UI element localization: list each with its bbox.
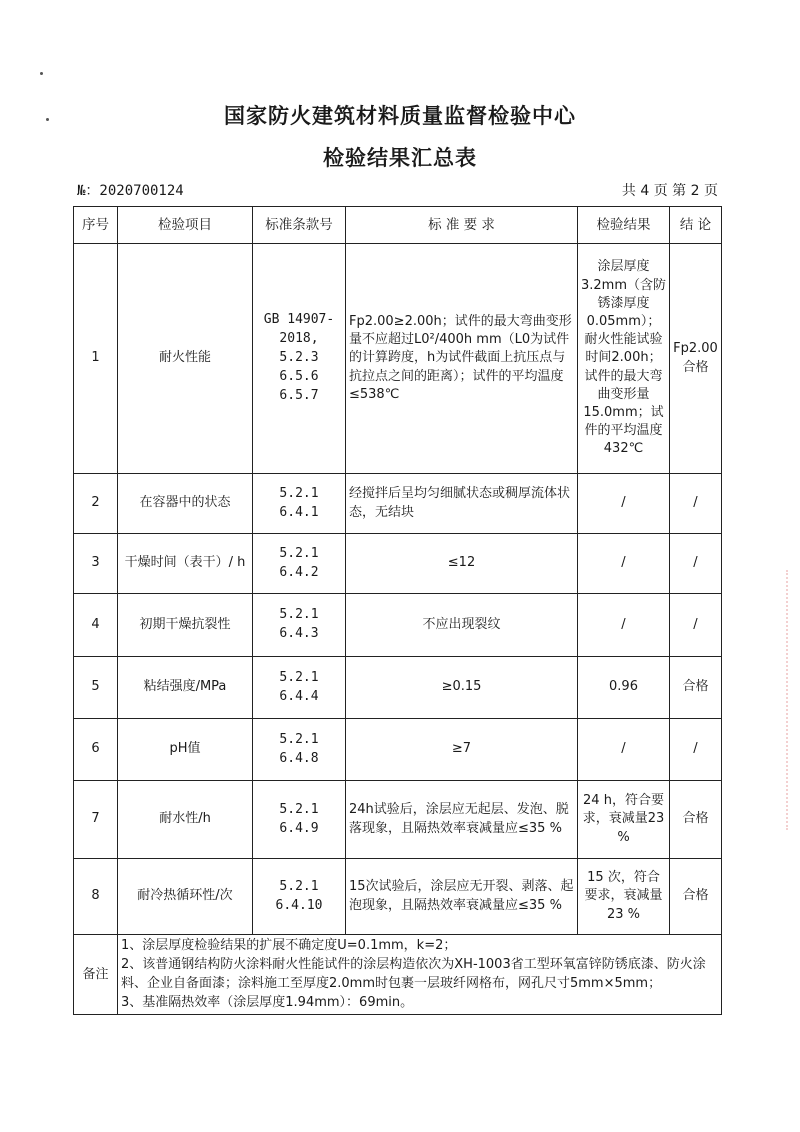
row-no: 5: [74, 657, 118, 719]
row-clause: [253, 534, 346, 594]
row-item: 耐火性能: [118, 244, 253, 474]
row-no: 1: [74, 244, 118, 474]
row-conclusion: 合格: [670, 657, 722, 719]
clause-line: 5.2.1: [279, 669, 319, 685]
clause-line: 6.4.10: [275, 897, 323, 913]
column-header-item: 检验项目: [118, 207, 253, 244]
notes-content: [118, 935, 722, 1015]
clause-line: 6.4.9: [279, 820, 319, 836]
document-title: 国家防火建筑材料质量监督检验中心: [224, 104, 576, 128]
table-row: [74, 244, 722, 474]
column-header-conclusion: 结 论: [670, 207, 722, 244]
clause-line: 6.4.2: [279, 564, 319, 580]
clause-line: 2018,: [279, 331, 319, 347]
column-header-no: 序号: [74, 207, 118, 244]
row-conclusion: 合格: [670, 781, 722, 859]
row-result: /: [578, 534, 670, 594]
row-item: 耐冷热循环性/次: [118, 859, 253, 935]
row-result: 24 h，符合要求，衰减量23 %: [578, 781, 670, 859]
row-requirement: ≤12: [346, 534, 578, 594]
table-row: [74, 474, 722, 534]
row-clause: [253, 859, 346, 935]
page-info: 共 4 页 第 2 页: [621, 183, 718, 199]
row-conclusion: /: [670, 719, 722, 781]
row-requirement: 经搅拌后呈均匀细腻状态或稠厚流体状态，无结块: [346, 474, 578, 534]
row-no: 3: [74, 534, 118, 594]
column-header-result: 检验结果: [578, 207, 670, 244]
row-result: 0.96: [578, 657, 670, 719]
row-requirement: 24h试验后，涂层应无起层、发泡、脱落现象，且隔热效率衰减量应≤35 %: [346, 781, 578, 859]
row-clause: [253, 244, 346, 474]
row-result: /: [578, 474, 670, 534]
clause-line: 6.5.6: [279, 368, 319, 384]
row-conclusion: Fp2.00 合格: [670, 244, 722, 474]
row-no: 4: [74, 594, 118, 657]
row-item: 干燥时间（表干）/ h: [118, 534, 253, 594]
clause-line: 5.2.1: [279, 731, 319, 747]
document-number: №：2020700124: [77, 183, 184, 199]
document-subtitle: 检验结果汇总表: [323, 146, 477, 170]
row-conclusion: 合格: [670, 859, 722, 935]
row-result: 涂层厚度3.2mm（含防锈漆厚度0.05mm）；耐火性能试验时间2.00h；试件的最大弯曲变形量15.0mm；试件的平均温度432℃: [578, 244, 670, 474]
row-conclusion: /: [670, 474, 722, 534]
partial-stamp-mark: [786, 570, 800, 830]
clause-line: 6.4.1: [279, 504, 319, 520]
clause-line: 5.2.3: [279, 350, 319, 366]
row-result: 15 次，符合要求，衰减量23 %: [578, 859, 670, 935]
row-no: 2: [74, 474, 118, 534]
clause-line: GB 14907-: [263, 312, 335, 328]
row-clause: [253, 719, 346, 781]
table-row: [74, 534, 722, 594]
notes-row: [74, 935, 722, 1015]
row-clause: [253, 594, 346, 657]
row-requirement: Fp2.00≥2.00h；试件的最大弯曲变形量不应超过L0²/400h mm（L0为试件的计算跨度，h为试件截面上抗压点与抗拉点之间的距离）；试件的平均温度≤538℃: [346, 244, 578, 474]
row-requirement: ≥0.15: [346, 657, 578, 719]
clause-line: 5.2.1: [279, 545, 319, 561]
column-header-requirement: 标 准 要 求: [346, 207, 578, 244]
clause-line: 6.5.7: [279, 387, 319, 403]
row-conclusion: /: [670, 534, 722, 594]
clause-line: 5.2.1: [279, 607, 319, 623]
note-item: 3、基准隔热效率（涂层厚度1.94mm）：69min。: [121, 994, 414, 1010]
row-requirement: ≥7: [346, 719, 578, 781]
row-item: 耐水性/h: [118, 781, 253, 859]
row-requirement: 15次试验后，涂层应无开裂、剥落、起泡现象，且隔热效率衰减量应≤35 %: [346, 859, 578, 935]
results-table: [73, 206, 722, 1015]
column-header-clause: 标准条款号: [253, 207, 346, 244]
table-header-row: [74, 207, 722, 244]
row-no: 6: [74, 719, 118, 781]
row-requirement: 不应出现裂纹: [346, 594, 578, 657]
clause-line: 6.4.3: [279, 626, 319, 641]
row-item: 粘结强度/MPa: [118, 657, 253, 719]
clause-line: 6.4.4: [279, 688, 319, 704]
table-row: [74, 657, 722, 719]
clause-line: 6.4.8: [279, 750, 319, 766]
note-item: 2、该普通钢结构防火涂料耐火性能试件的涂层构造依次为XH-1003省工型环氧富锌防锈底漆、防火涂料、企业自备面漆；涂料施工至厚度2.0mm时包裹一层玻纤网格布，网孔尺寸5mm×5mm；: [121, 956, 706, 991]
row-no: 7: [74, 781, 118, 859]
note-item: 1、涂层厚度检验结果的扩展不确定度U=0.1mm，k=2；: [121, 938, 457, 953]
table-row: [74, 719, 722, 781]
row-item: pH值: [118, 719, 253, 781]
row-clause: [253, 474, 346, 534]
table-row: [74, 781, 722, 859]
scan-speck: [40, 72, 43, 75]
notes-label: 备注: [74, 935, 118, 1015]
row-item: 在容器中的状态: [118, 474, 253, 534]
row-no: 8: [74, 859, 118, 935]
table-row: [74, 859, 722, 935]
row-item: 初期干燥抗裂性: [118, 594, 253, 657]
clause-line: 5.2.1: [279, 878, 319, 894]
row-result: /: [578, 719, 670, 781]
row-result: /: [578, 594, 670, 657]
row-clause: [253, 657, 346, 719]
row-clause: [253, 781, 346, 859]
row-conclusion: /: [670, 594, 722, 657]
clause-line: 5.2.1: [279, 801, 319, 817]
table-row: [74, 594, 722, 657]
clause-line: 5.2.1: [279, 485, 319, 501]
